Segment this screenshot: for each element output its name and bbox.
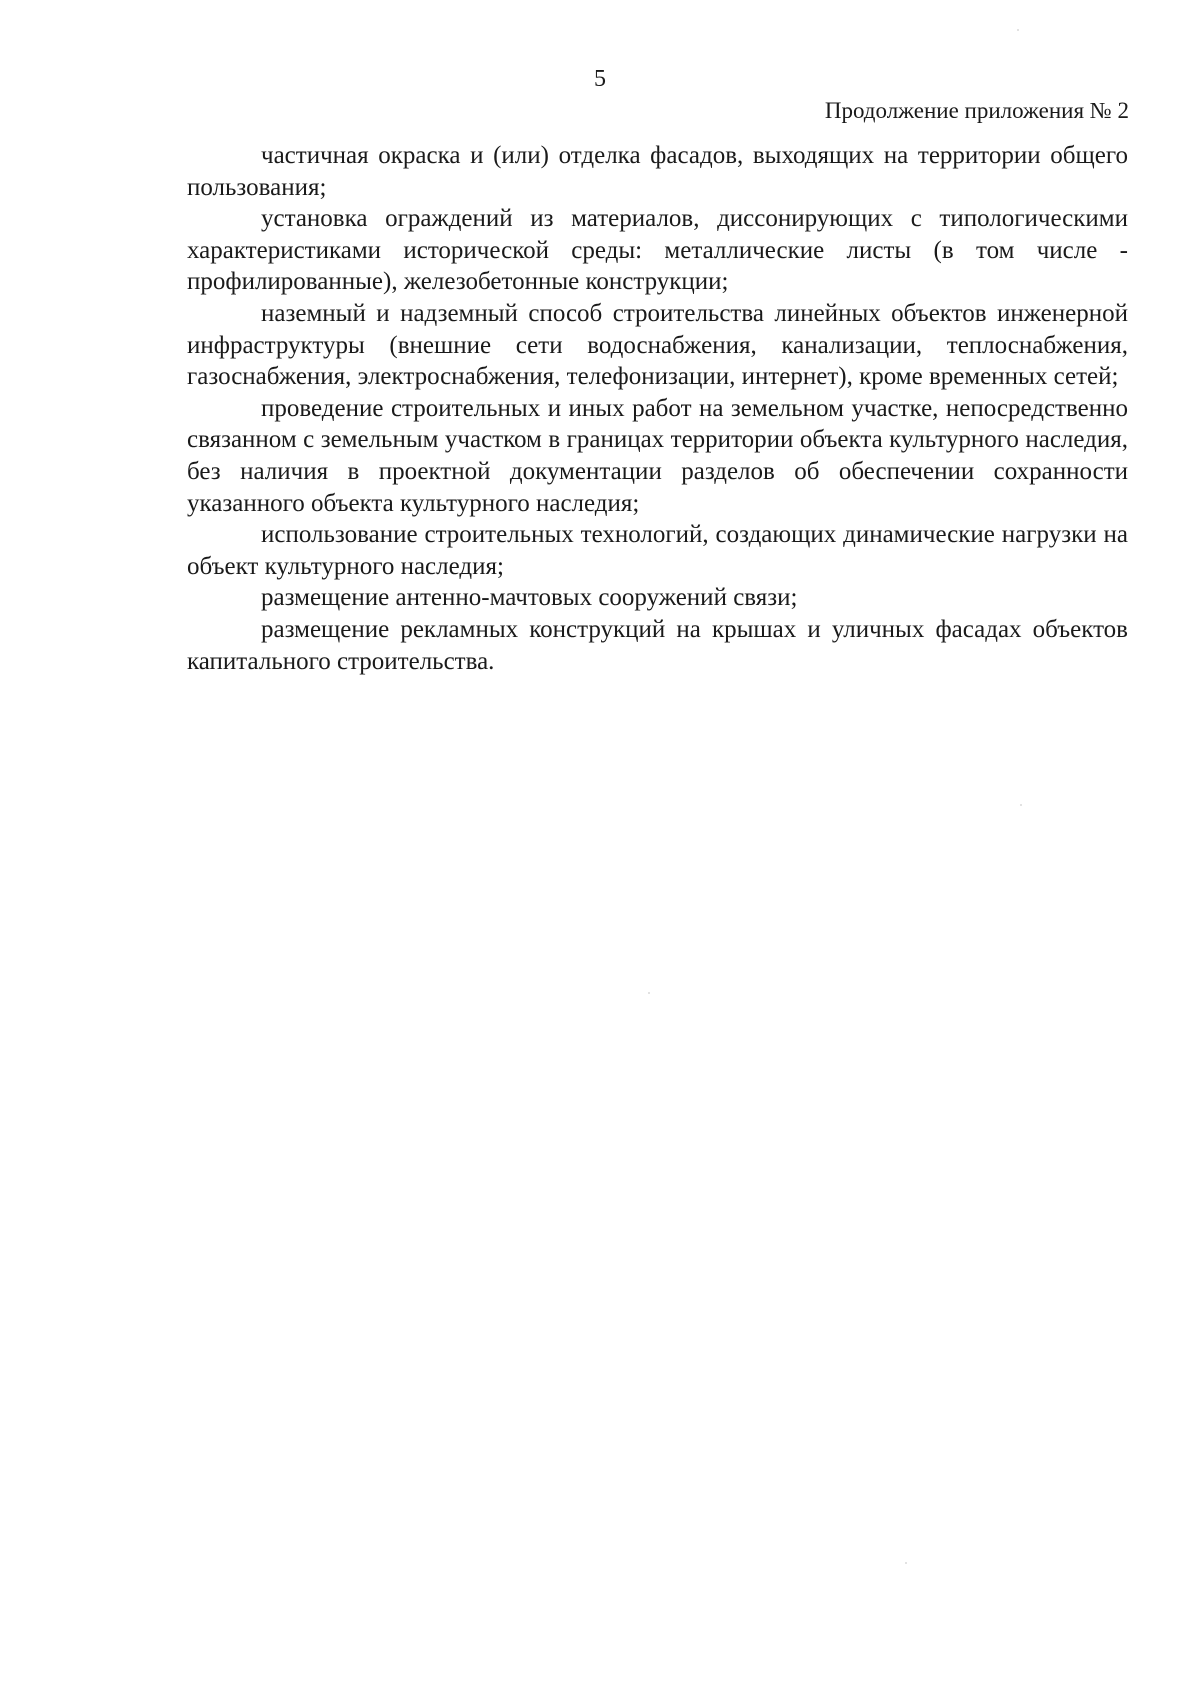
paragraph-engineering-networks: наземный и надземный способ строительства линейных объектов инженерной инфраструктуры (внешние сети водоснабжения, канализации, теплоснабжения, газоснабжения, электроснабжения, телефонизации, интернет), кроме временных сетей; xyxy=(187,299,1128,391)
paragraph-advertising-structures: размещение рекламных конструкций на крышах и уличных фасадах объектов капитального строительства. xyxy=(187,615,1128,675)
appendix-continuation-note: Продолжение приложения № 2 xyxy=(824,98,1129,123)
paragraph-fence-materials: установка ограждений из материалов, диссонирующих с типологическими характеристиками исторической среды: металлические листы (в том числе - профилированные), железобетонные конструкции; xyxy=(187,205,1128,296)
paragraph-facade-painting: частичная окраска и (или) отделка фасадов, выходящих на территории общего пользования; xyxy=(187,142,1128,201)
paragraph-antenna-structures: размещение антенно-мачтовых сооружений связи; xyxy=(261,584,798,612)
restrictions-list xyxy=(187,140,1128,677)
page-number: 5 xyxy=(594,66,606,92)
paragraph-construction-works: проведение строительных и иных работ на земельном участке, непосредственно связанном с земельным участком в границах территории объекта культурного наследия, без наличия в проектной документации разделов об обеспечении сохранности указанного объекта культурного наследия; xyxy=(187,394,1128,517)
scan-artifact xyxy=(905,1562,907,1564)
paragraph-construction-technologies: использование строительных технологий, создающих динамические нагрузки на объект культурного наследия; xyxy=(187,521,1128,580)
scan-artifact xyxy=(648,992,650,994)
scan-artifact xyxy=(1017,29,1019,31)
scan-artifact xyxy=(1020,804,1022,806)
